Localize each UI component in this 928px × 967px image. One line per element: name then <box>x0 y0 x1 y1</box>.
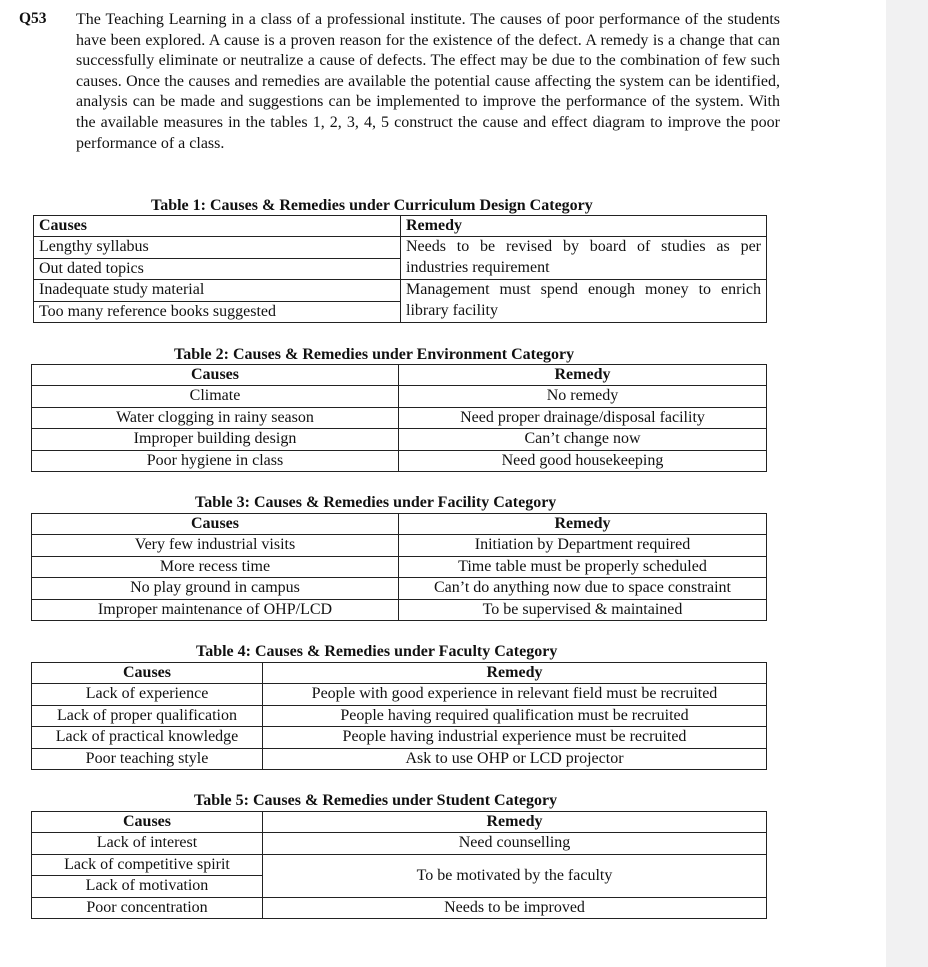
table5-causes-header: Causes <box>32 812 263 833</box>
table3-causes-header: Causes <box>32 514 399 535</box>
table3-cause-cell: More recess time <box>32 556 399 577</box>
table3-remedy-cell: Initiation by Department required <box>399 535 767 556</box>
table3-remedy-cell: To be supervised & maintained <box>399 599 767 620</box>
table2-cause-cell: Climate <box>32 386 399 407</box>
table-row <box>32 429 767 450</box>
table2-remedy-header: Remedy <box>399 365 767 386</box>
table-row <box>32 599 767 620</box>
table-row <box>32 748 767 769</box>
table-row <box>32 833 767 854</box>
table5-remedy-header: Remedy <box>263 812 767 833</box>
table-row <box>32 450 767 471</box>
table2-remedy-cell: Can’t change now <box>399 429 767 450</box>
table3-remedy-cell: Can’t do anything now due to space constraint <box>399 578 767 599</box>
table-row <box>32 365 767 386</box>
table-row <box>32 705 767 726</box>
table-row <box>32 854 767 875</box>
table5-cause-cell: Lack of motivation <box>32 876 263 897</box>
table2-cause-cell: Poor hygiene in class <box>32 450 399 471</box>
table-row <box>34 216 767 237</box>
side-panel <box>886 0 928 967</box>
table4-cause-cell: Lack of experience <box>32 684 263 705</box>
table4-remedy-cell: People with good experience in relevant field must be recruited <box>263 684 767 705</box>
table3-cause-cell: Improper maintenance of OHP/LCD <box>32 599 399 620</box>
table-row <box>32 812 767 833</box>
table3-caption: Table 3: Causes & Remedies under Facility Category <box>195 494 557 511</box>
table-row <box>32 663 767 684</box>
table5-remedy-cell: Needs to be improved <box>263 897 767 918</box>
table2-remedy-cell: No remedy <box>399 386 767 407</box>
question-number: Q53 <box>19 10 47 27</box>
table-row <box>32 535 767 556</box>
table2-caption: Table 2: Causes & Remedies under Environment Category <box>174 346 575 363</box>
table4-remedy-cell: People having required qualification must be recruited <box>263 705 767 726</box>
table-row <box>32 578 767 599</box>
question-text: The Teaching Learning in a class of a professional institute. The causes of poor performance of the students have been explored. A cause is a proven reason for the existence of the defect. A remedy is a change that can successfully eliminate or neutralize a cause of defects. The effect may be due to the combination of few such causes. Once the causes and remedies are available the potential cause affecting the system can be identified, analysis can be made and suggestions can be implemented to improve the performance of the system. With the available measures in the tables 1, 2, 3, 4, 5 construct the cause and effect diagram to improve the poor performance of a class. <box>76 11 780 152</box>
table1-cause-cell: Lengthy syllabus <box>34 237 401 258</box>
table1-cause-cell: Inadequate study material <box>34 280 401 301</box>
table-row <box>34 280 767 301</box>
table2-remedy-cell: Need proper drainage/disposal facility <box>399 407 767 428</box>
table-row <box>34 237 767 258</box>
table2-remedy-cell: Need good housekeeping <box>399 450 767 471</box>
table4-caption: Table 4: Causes & Remedies under Faculty Category <box>196 643 558 660</box>
table5-cause-cell: Lack of competitive spirit <box>32 854 263 875</box>
table1-cause-cell: Out dated topics <box>34 258 401 279</box>
table1-remedy-header: Remedy <box>401 216 767 237</box>
table-row <box>32 514 767 535</box>
table4-cause-cell: Lack of practical knowledge <box>32 727 263 748</box>
table3-remedy-header: Remedy <box>399 514 767 535</box>
table4-causes-header: Causes <box>32 663 263 684</box>
table4-remedy-cell: Ask to use OHP or LCD projector <box>263 748 767 769</box>
table3-remedy-cell: Time table must be properly scheduled <box>399 556 767 577</box>
table3-cause-cell: No play ground in campus <box>32 578 399 599</box>
table1-caption: Table 1: Causes & Remedies under Curriculum Design Category <box>151 197 593 214</box>
table5 <box>31 811 767 919</box>
table-row <box>32 407 767 428</box>
table4-remedy-header: Remedy <box>263 663 767 684</box>
table-row <box>32 684 767 705</box>
table5-remedy-cell: To be motivated by the faculty <box>263 854 767 897</box>
table2 <box>31 364 767 472</box>
table-row <box>32 897 767 918</box>
table3 <box>31 513 767 621</box>
table-row <box>32 556 767 577</box>
table1-causes-header: Causes <box>34 216 401 237</box>
table5-cause-cell: Poor concentration <box>32 897 263 918</box>
table4 <box>31 662 767 770</box>
table1-cause-cell: Too many reference books suggested <box>34 301 401 322</box>
table-row <box>32 386 767 407</box>
table1 <box>33 215 767 323</box>
table4-cause-cell: Lack of proper qualification <box>32 705 263 726</box>
table-row <box>32 727 767 748</box>
table3-cause-cell: Very few industrial visits <box>32 535 399 556</box>
table1-remedy-cell: Management must spend enough money to enrich library facility <box>401 280 767 323</box>
table5-cause-cell: Lack of interest <box>32 833 263 854</box>
table2-cause-cell: Water clogging in rainy season <box>32 407 399 428</box>
table4-cause-cell: Poor teaching style <box>32 748 263 769</box>
table4-remedy-cell: People having industrial experience must be recruited <box>263 727 767 748</box>
table2-causes-header: Causes <box>32 365 399 386</box>
table1-remedy-cell: Needs to be revised by board of studies as per industries requirement <box>401 237 767 280</box>
table2-cause-cell: Improper building design <box>32 429 399 450</box>
table5-remedy-cell: Need counselling <box>263 833 767 854</box>
table5-caption: Table 5: Causes & Remedies under Student Category <box>194 792 558 809</box>
